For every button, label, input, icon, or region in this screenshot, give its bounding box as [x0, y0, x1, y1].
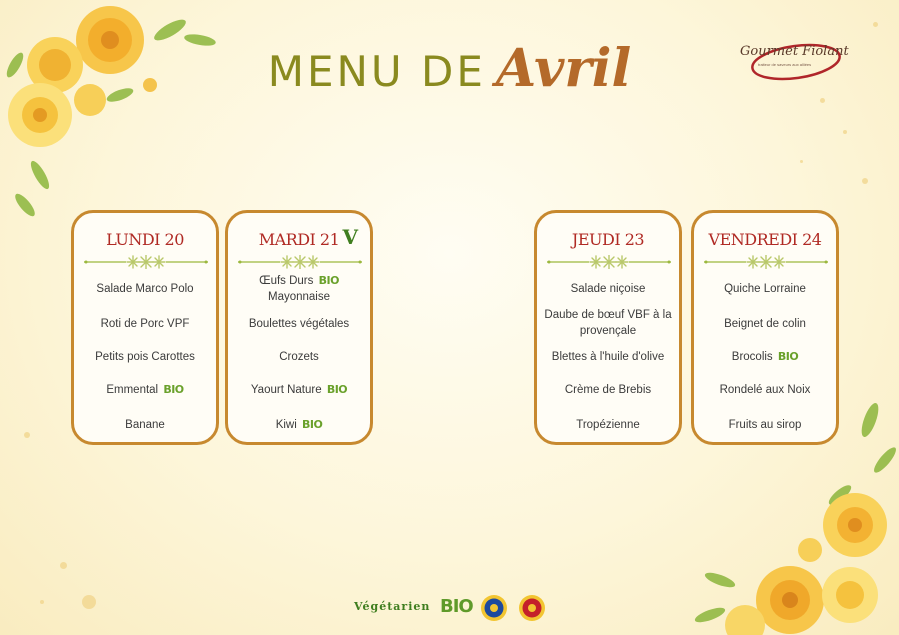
menu-item: Rondelé aux Noix — [719, 384, 811, 396]
ornament-separator — [238, 255, 362, 269]
menu-item: Salade niçoise — [570, 283, 646, 295]
menu-item: Brocolis BIO — [731, 350, 799, 363]
menu-item: Yaourt Nature BIO — [250, 383, 348, 396]
menu-item: Petits pois Carottes — [95, 351, 195, 363]
menu-item: Beignet de colin — [724, 318, 806, 330]
menu-item: Emmental BIO — [106, 383, 184, 396]
aop-seal-icon — [518, 594, 546, 622]
menu-item: Blettes à l'huile d'olive — [551, 351, 665, 363]
menu-item: Tropézienne — [576, 419, 640, 431]
logo-tagline: traiteur de saveurs aux alliées — [758, 62, 812, 67]
bio-icon: BIO — [301, 418, 323, 431]
day-card-jeudi — [534, 210, 682, 445]
menu-item: Fruits au sirop — [728, 419, 802, 431]
day-card-lundi — [71, 210, 219, 445]
legend-bio-icon: BIO — [440, 596, 473, 617]
logo-name: Gourmet Fiolant — [740, 44, 849, 59]
menu-item: Salade Marco Polo — [96, 283, 194, 295]
day-card-vendredi — [691, 210, 839, 445]
day-title: MARDI 21 — [258, 230, 340, 249]
day-card-mardi — [225, 210, 373, 445]
day-title: JEUDI 23 — [571, 230, 645, 249]
ornament-separator — [84, 255, 208, 269]
menu-item: Banane — [125, 419, 165, 431]
day-title: LUNDI 20 — [106, 230, 184, 249]
title-main: MENU DE — [267, 47, 486, 96]
legend-vegetarian: Végétarien — [354, 600, 431, 613]
menu-item: Roti de Porc VPF — [100, 318, 190, 330]
flower-decoration-top-left — [0, 0, 230, 240]
menu-item: Crozets — [279, 351, 319, 363]
bio-icon: BIO — [326, 383, 348, 396]
ornament-separator — [704, 255, 828, 269]
menu-item: Boulettes végétales — [248, 318, 350, 330]
vegetarian-icon: V — [342, 225, 358, 249]
bio-icon: BIO — [163, 383, 184, 396]
menu-item: Kiwi BIO — [275, 418, 323, 431]
day-title: VENDREDI 24 — [708, 230, 822, 249]
ornament-separator — [547, 255, 671, 269]
igp-seal-icon — [480, 594, 508, 622]
bio-icon: BIO — [318, 274, 339, 287]
title-month: Avril — [495, 38, 632, 99]
gourmet-logo — [736, 40, 849, 90]
menu-item: Œufs Durs BIO Mayonnaise — [259, 274, 339, 303]
menu-item: Quiche Lorraine — [724, 283, 806, 295]
menu-item: Daube de bœuf VBF à la provençale — [544, 309, 672, 337]
menu-item: Crème de Brebis — [564, 384, 652, 396]
bio-icon: BIO — [777, 350, 799, 363]
